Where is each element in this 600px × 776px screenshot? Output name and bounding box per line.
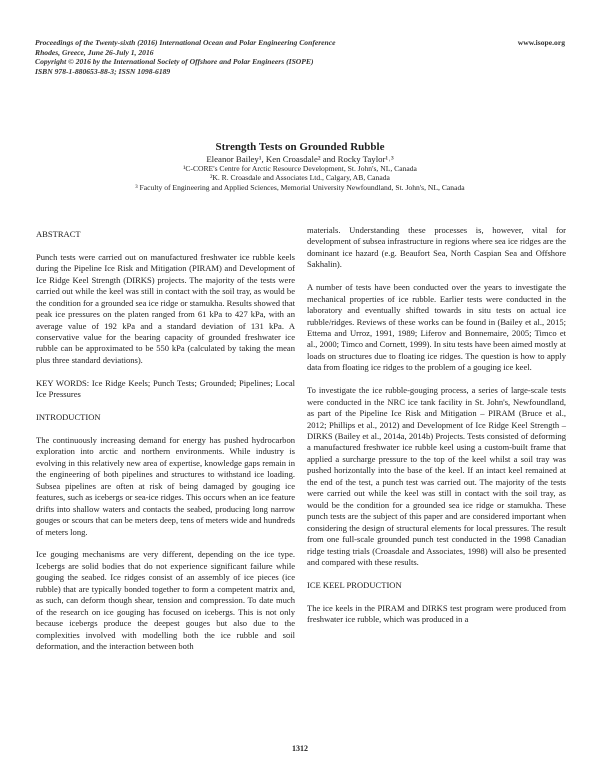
abstract-heading: ABSTRACT (36, 229, 81, 239)
affiliation: ³ Faculty of Engineering and Applied Sciences, Memorial University Newfoundland, St. John's, NL, Canada (135, 182, 465, 192)
conference-header (35, 38, 336, 76)
left-column (36, 229, 295, 664)
introduction-heading: INTRODUCTION (36, 412, 101, 423)
section-heading: ICE KEEL PRODUCTION (307, 579, 402, 590)
affiliation: ²K. R. Croasdale and Associates Ltd., Calgary, AB, Canada (210, 173, 390, 183)
affiliation: ¹C-CORE's Centre for Arctic Resource Development, St. John's, NL, Canada (183, 164, 417, 173)
header-line: Proceedings of the Twenty-sixth (2016) International Ocean and Polar Engineering Conference (35, 38, 336, 47)
paragraph: The continuously increasing demand for energy has pushed hydrocarbon exploration into arctic and northern environments. While industry is evolving in this relatively new area of expertise, knowledge gaps remain in the engineering of both pipelines and structures to withstand ice loading. Subsea pipelines are often at risk of being damaged by gouging ice features, such as icebergs or sea-ice ridges. This occurs when an ice feature drifts into shallow waters and contacts the seabed, producing long narrow gouges or scours that can be meters deep, tens of meters wide and hundreds of meters long. (36, 434, 295, 537)
header-line: Rhodes, Greece, June 26-July 1, 2016 (35, 47, 154, 57)
header-line: Copyright © 2016 by the International Society of Offshore and Polar Engineers (ISOPE) (35, 57, 314, 67)
header-line: ISBN 978-1-880653-88-3; ISSN 1098-6189 (35, 66, 171, 76)
authors: Eleanor Bailey¹, Ken Croasdale² and Rocky Taylor¹˒³ (206, 154, 394, 164)
keywords: KEY WORDS: Ice Ridge Keels; Punch Tests; Grounded; Pipelines; Local Ice Pressures (36, 377, 295, 400)
paragraph: materials. Understanding these processes is, however, vital for development of subsea infrastructure in regions where sea ice ridges are the dominant ice hazard (e.g. Beaufort Sea, North Caspian Sea and Offshore Sakhalin). (307, 225, 566, 270)
title-block (0, 141, 600, 192)
paragraph: Ice gouging mechanisms are very different, depending on the ice type. Icebergs are solid bodies that do not experience significant failure while gouging the seabed. Ice ridges consist of an assembly of ice pieces (ice rubble) that are typically bonded together to form a competent matrix and, as such, can deform though shear, tension and compression. To date much of the research on ice gouging has focused on icebergs. This is not only because icebergs produce the deepest gouges but also due to the complexities involved with modelling both the ice rubble and soil deformation, and the interaction between both (36, 549, 295, 651)
paragraph: A number of tests have been conducted over the years to investigate the mechanical properties of ice rubble. Earlier tests were conducted in the laboratory and eventually shifted towards in situ tests on actual ice rubble/ridges. Reviews of these works can be found in (Bailey et al., 2015; Ettema and Urroz, 1991, 1989; Liferov and Bonnemaire, 2005; Timco et al., 2000; Timco and Cornett, 1999). In situ tests have been aimed mostly at loads on structures due to floating ice ridges. The question is how to apply data from floating ice ridges to the problem of a gouging ice keel. (307, 282, 566, 373)
page-number: 1312 (292, 744, 308, 753)
paragraph: The ice keels in the PIRAM and DIRKS test program were produced from freshwater ice rubble, which was produced in a (307, 602, 566, 625)
right-column (307, 225, 566, 637)
abstract-text: Punch tests were carried out on manufactured freshwater ice rubble keels during the Pipeline Ice Risk and Mitigation (PIRAM) and Development of Ice Ridge Keel Strength (DIRKS) projects. The majority of the tests were carried out while the keel was still in contact with the soil tray, as would be the condition for a grounded sea ice ridge or stamukha. Results showed that peak ice pressures on the platen ranged from 61 kPa to 427 kPa, with an average value of 192 kPa and a standard deviation of 131 kPa. A conservative value for the bearing capacity of grounded freshwater ice rubble can be approximated to be 550 kPa (calculated by taking the mean plus three standard deviations). (36, 251, 295, 365)
paragraph: To investigate the ice rubble-gouging process, a series of large-scale tests were conducted in the NRC ice tank facility in St. John's, Newfoundland, as part of the Pipeline Ice Risk and Mitigation – PIRAM (Bruce et al., 2012; Phillips et al., 2012) and Development of Ice Ridge Keel Strength – DIRKS (Bailey et al., 2014a, 2014b) Projects. Tests consisted of deforming a manufactured freshwater ice rubble keel using a custom-built frame that applied a surcharge pressure to the top of the keel whilst a soil tray was pushed horizontally into the base of the keel. If an intact keel remained at the end of the test, a punch test was carried out. The majority of the tests were carried out while the keel was still in contact with the soil tray, as would be the condition for a grounded sea ice ridge or stamukha. These punch tests are the subject of this paper and are considered important when considering the design of structural elements for local pressures. The result from one full-scale grounded punch test conducted in the 1998 Canadian ridge testing trials (Croasdale and Associates, 1998) will also be presented and compared with these results. (307, 385, 566, 568)
paper-title: Strength Tests on Grounded Rubble (215, 141, 385, 153)
website: www.isope.org (517, 38, 565, 47)
